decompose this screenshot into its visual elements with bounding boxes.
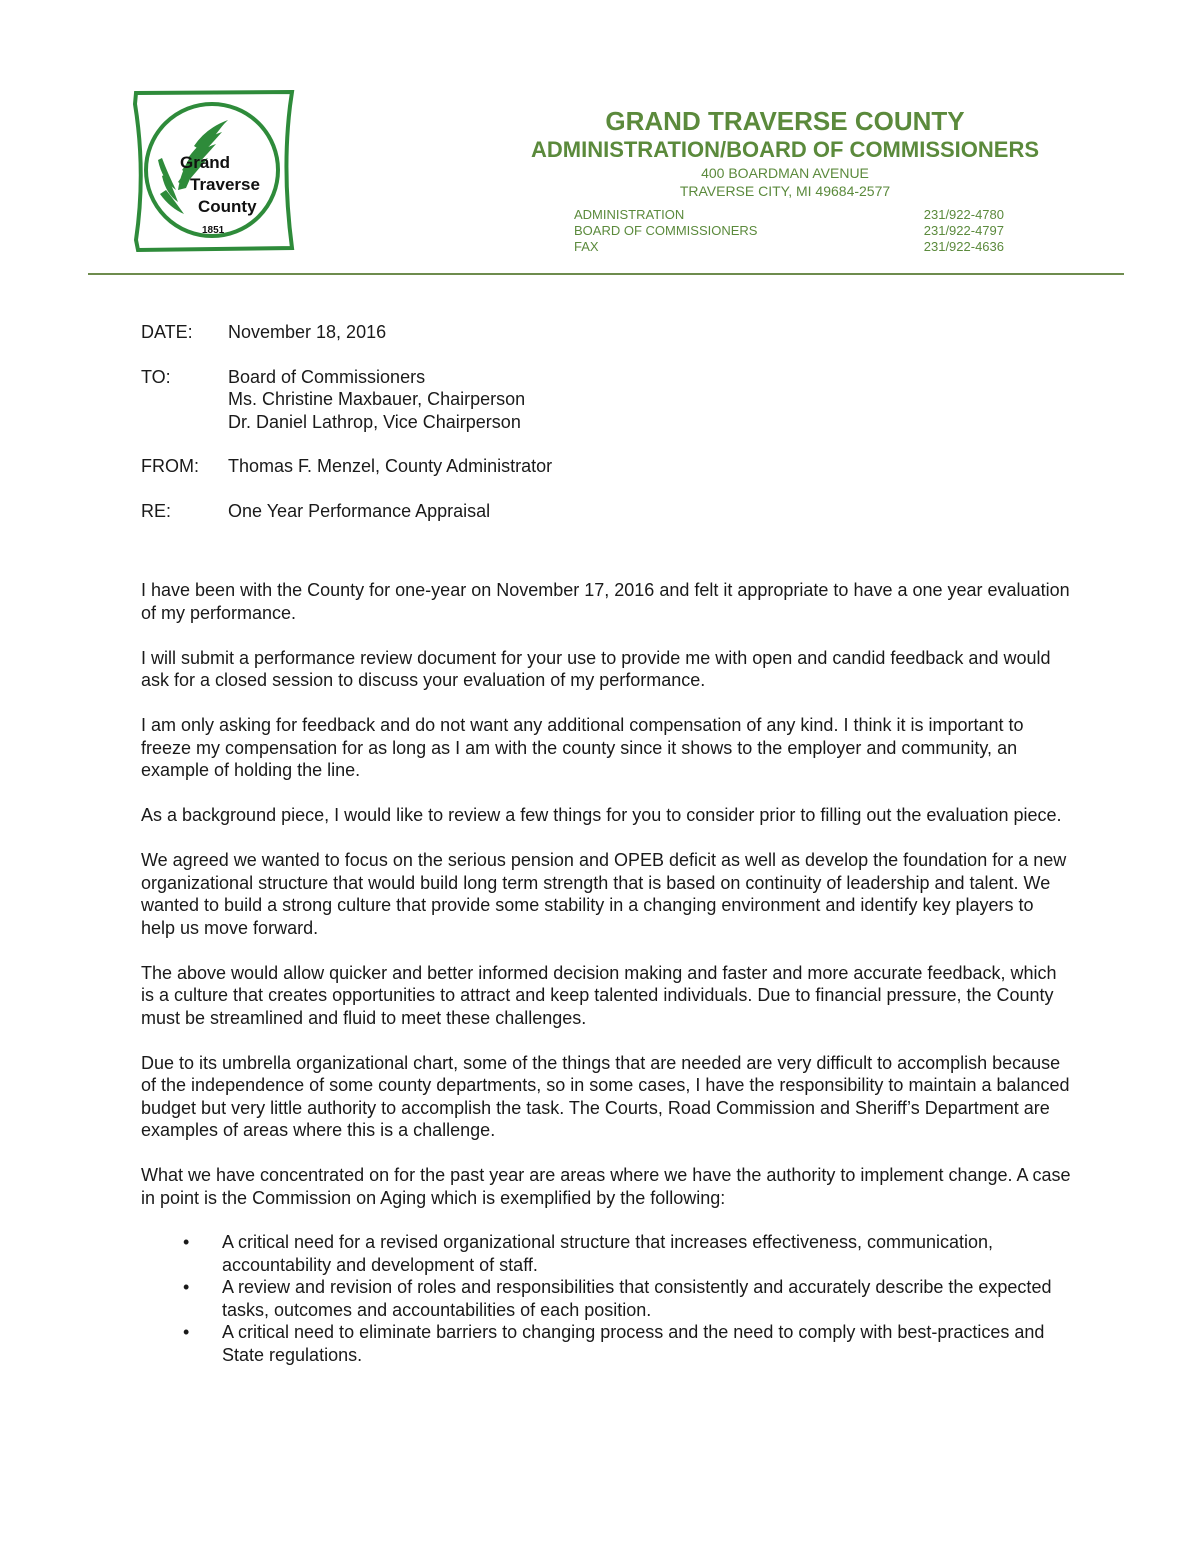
bullet-dot-icon: • — [183, 1322, 190, 1342]
phone-label: ADMINISTRATION — [574, 207, 685, 222]
body-paragraph: What we have concentrated on for the past year are areas where we have the authority to implement change. A case in point is the Commission on Aging which is exemplified by the following: — [141, 1165, 1071, 1208]
bullet-text: A critical need to eliminate barriers to changing process and the need to comply with best-practices and State regulations. — [222, 1322, 1045, 1365]
phone-row-board — [574, 223, 1004, 239]
phone-row-fax — [574, 239, 1004, 255]
phone-directory — [574, 207, 1004, 255]
phone-number: 231/922-4780 — [923, 207, 1004, 222]
memo-date-value: November 18, 2016 — [228, 322, 387, 342]
letter-body — [141, 579, 1071, 1366]
memo-to-row — [141, 366, 1101, 434]
logo-text-traverse: Traverse — [190, 175, 260, 194]
memo-to-line: Ms. Christine Maxbauer, Chairperson — [228, 389, 526, 409]
bullet-dot-icon: • — [183, 1232, 190, 1252]
memo-date-label: DATE: — [141, 322, 193, 342]
memo-re-value: One Year Performance Appraisal — [228, 500, 491, 521]
memo-from-value: Thomas F. Menzel, County Administrator — [228, 456, 553, 476]
memo-re-label: RE: — [141, 500, 172, 521]
phone-number: 231/922-4797 — [923, 223, 1004, 238]
logo-text-county: County — [198, 197, 257, 216]
body-paragraph: Due to its umbrella organizational chart, some of the things that are needed are very difficult to accomplish because of the independence of some county departments, so in some cases, I have the responsibility to maintain a balanced budget but very little authority to accomplish the task. The Courts, Road Commission and Sheriff’s Department are examples of areas where this is a challenge. — [141, 1052, 1070, 1140]
bullet-item — [141, 1276, 1071, 1321]
department-title: ADMINISTRATION/BOARD OF COMMISSIONERS — [530, 137, 1040, 162]
logo-emblem — [132, 90, 296, 254]
memo-to-label: TO: — [141, 366, 171, 387]
memo-from-label: FROM: — [141, 456, 199, 476]
body-paragraph: I am only asking for feedback and do not want any additional compensation of any kind. I think it is important to freeze my compensation for as long as I am with the county since it shows to the employer and community, an example of holding the line. — [141, 715, 1024, 780]
memo-to-recipients — [228, 366, 525, 434]
body-paragraph: The above would allow quicker and better informed decision making and faster and more accurate feedback, which is a culture that creates opportunities to attract and keep talented individuals. Due to financial pressure, the County must be streamlined and fluid to meet these challenges. — [141, 962, 1057, 1028]
phone-label: FAX — [574, 239, 599, 254]
phone-label: BOARD OF COMMISSIONERS — [574, 223, 758, 238]
phone-row-administration — [574, 207, 1004, 223]
memo-from-row — [141, 455, 1101, 478]
county-title: GRAND TRAVERSE COUNTY — [605, 106, 965, 136]
logo-text-grand: Grand — [180, 153, 231, 172]
bullet-text: A review and revision of roles and responsibilities that consistently and accurately describe the expected tasks, outcomes and accountabilities of each position. — [222, 1277, 1052, 1320]
address-city: TRAVERSE CITY, MI 49684-2577 — [679, 183, 891, 199]
memo-to-line: Board of Commissioners — [228, 366, 426, 387]
county-logo — [132, 90, 296, 254]
bullet-item — [141, 1231, 1071, 1276]
bullet-item — [141, 1321, 1071, 1366]
header-divider — [88, 273, 1124, 275]
body-paragraph: We agreed we wanted to focus on the serious pension and OPEB deficit as well as develop the foundation for a new organizational structure that would build long term strength that is based on continuity of leadership and talent. We wanted to build a strong culture that provide some stability in a changing environment and identify key players to help us move forward. — [141, 850, 1067, 938]
body-paragraph: I will submit a performance review document for your use to provide me with open and candid feedback and would ask for a closed session to discuss your evaluation of my performance. — [141, 647, 1051, 690]
body-paragraph: As a background piece, I would like to review a few things for you to consider prior to filling out the evaluation piece. — [141, 805, 1062, 825]
bullet-dot-icon: • — [183, 1277, 190, 1297]
logo-text-year: 1851 — [202, 225, 225, 236]
letterhead — [480, 106, 1090, 200]
memo-header — [141, 321, 1101, 544]
memo-to-line: Dr. Daniel Lathrop, Vice Chairperson — [228, 411, 521, 432]
phone-number: 231/922-4636 — [923, 239, 1004, 254]
bullet-list — [141, 1231, 1071, 1366]
memo-re-row — [141, 500, 1101, 523]
body-paragraph: I have been with the County for one-year on November 17, 2016 and felt it appropriate to have a one year evaluation of my performance. — [141, 580, 1070, 623]
bullet-text: A critical need for a revised organizational structure that increases effectiveness, communication, accountability and development of staff. — [222, 1232, 994, 1275]
address-street: 400 BOARDMAN AVENUE — [701, 165, 869, 181]
memo-date-row — [141, 321, 1101, 344]
